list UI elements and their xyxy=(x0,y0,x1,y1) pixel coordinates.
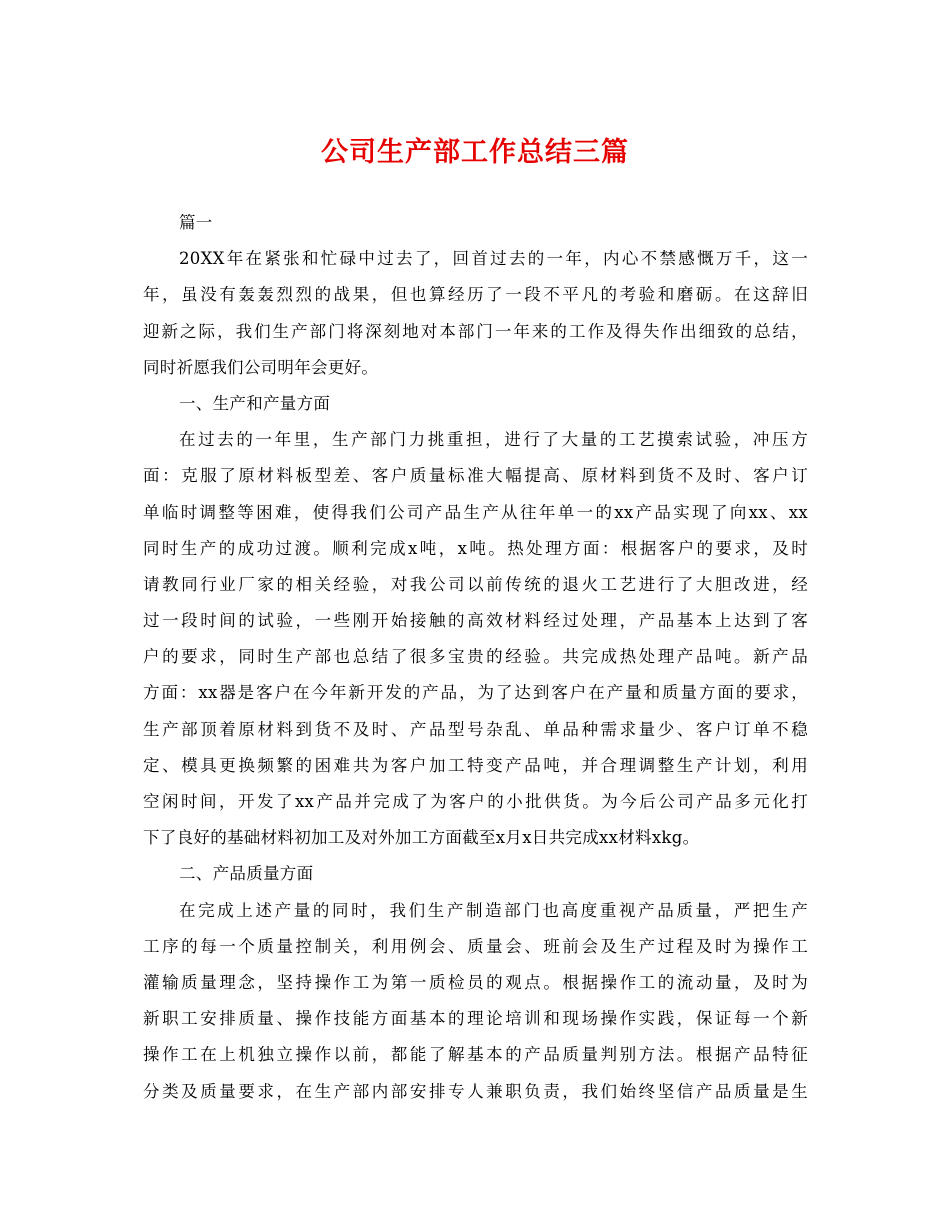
text-line: 在完成上述产量的同时，我们生产制造部门也高度重视产品质量，严把生产 xyxy=(179,900,808,920)
text-line: 在过去的一年里，生产部门力挑重担，进行了大量的工艺摸索试验，冲压方 xyxy=(179,430,808,450)
text-line: 单临时调整等困难，使得我们公司产品生产从往年单一的xx产品实现了向xx、xx xyxy=(143,502,808,522)
text-line: 方面：xx器是客户在今年新开发的产品，为了达到客户在产量和质量方面的要求， xyxy=(143,683,808,703)
text-line: 同时祈愿我们公司明年会更好。 xyxy=(143,357,379,377)
text-line: 工序的每一个质量控制关，利用例会、质量会、班前会及生产过程及时为操作工 xyxy=(143,936,808,956)
text-line: 同时生产的成功过渡。顺利完成x吨，x吨。热处理方面：根据客户的要求，及时 xyxy=(143,538,808,558)
text-line: 过一段时间的试验，一些刚开始接触的高效材料经过处理，产品基本上达到了客 xyxy=(143,611,808,631)
text-line: 二、产品质量方面 xyxy=(179,864,314,884)
text-line: 户的要求，同时生产部也总结了很多宝贵的经验。共完成热处理产品吨。新产品 xyxy=(143,647,808,667)
text-line: 空闲时间，开发了xx产品并完成了为客户的小批供货。为今后公司产品多元化打 xyxy=(143,792,808,811)
text-line: 新职工安排质量、操作技能方面基本的理论培训和现场操作实践，保证每一个新 xyxy=(143,1009,808,1029)
text-line: 定、模具更换频繁的困难共为客户加工特变产品吨，并合理调整生产计划，利用 xyxy=(143,755,808,775)
text-line: 请教同行业厂家的相关经验，对我公司以前传统的退火工艺进行了大胆改进，经 xyxy=(143,574,808,594)
text-line: 操作工在上机独立操作以前，都能了解基本的产品质量判别方法。根据产品特征 xyxy=(143,1045,808,1065)
text-line: 一、生产和产量方面 xyxy=(179,393,331,413)
text-line: 灌输质量理念，坚持操作工为第一质检员的观点。根据操作工的流动量，及时为 xyxy=(143,972,808,992)
document-body xyxy=(143,205,808,1110)
text-line: 年，虽没有轰轰烈烈的战果，但也算经历了一段不平凡的考验和磨砺。在这辞旧 xyxy=(143,285,808,305)
text-line: 20XX年在紧张和忙碌中过去了，回首过去的一年，内心不禁感慨万千，这一 xyxy=(179,249,808,269)
text-line: 下了良好的基础材料初加工及对外加工方面截至x月x日共完成xx材料xkg。 xyxy=(143,828,700,848)
text-line: 篇一 xyxy=(179,213,213,232)
text-line: 迎新之际，我们生产部门将深刻地对本部门一年来的工作及得失作出细致的总结， xyxy=(143,321,808,341)
text-line: 生产部顶着原材料到货不及时、产品型号杂乱、单品种需求量少、客户订单不稳 xyxy=(143,719,808,739)
text-line: 分类及质量要求，在生产部内部安排专人兼职负责，我们始终坚信产品质量是生 xyxy=(143,1081,808,1101)
text-line: 面：克服了原材料板型差、客户质量标准大幅提高、原材料到货不及时、客户订 xyxy=(143,466,808,486)
document-title: 公司生产部工作总结三篇 xyxy=(321,137,629,168)
